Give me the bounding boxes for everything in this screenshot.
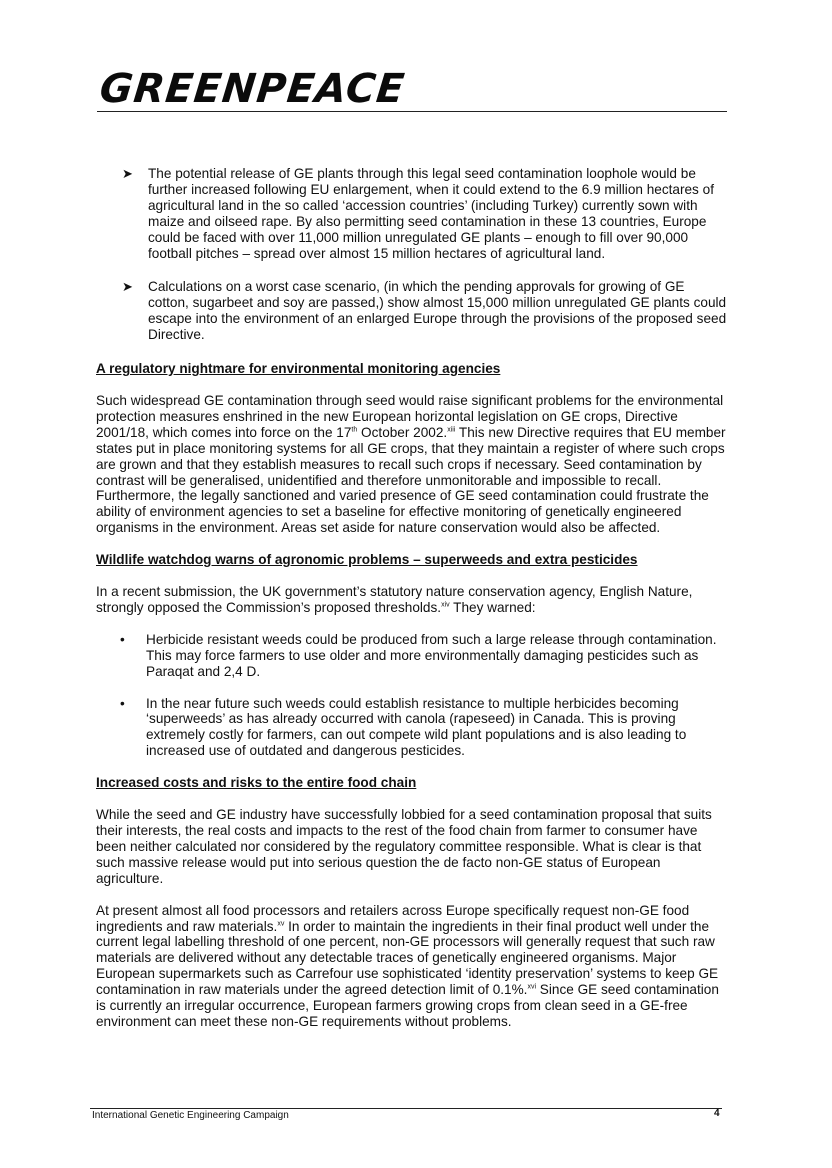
text-run: This new Directive requires that EU member states put in place monitoring systems for all GE crops, that they maintain a register of where such crops are grown and that they establish measures to recall such crops if necessary. Seed contamination by contrast will be generalised, unidentified and therefore unmonitorable and impossible to recall. Furthermore, the legally sanctioned and varied presence of GE seed contamination could frustrate the ability of environment agencies to set a baseline for effective monitoring of genetically engineered organisms in the environment. Areas set aside for nature conservation would also be affected.: [96, 424, 726, 536]
list-item: [96, 696, 728, 760]
section-paragraph: [96, 903, 728, 1030]
text-run: They warned:: [449, 599, 536, 615]
footnote-ref: xvi: [527, 983, 537, 991]
section-paragraph: [96, 393, 728, 536]
intro-point-text: Calculations on a worst case scenario, (in which the pending approvals for growing of GE cotton, sugarbeet and soy are passed,) show almost 15,000 million unregulated GE plants could escape into the environment of an enlarged Europe through the provisions of the proposed seed Directive.: [148, 279, 727, 343]
section-paragraph: [96, 584, 728, 616]
list-item: [96, 632, 728, 680]
section-heading-regulatory: A regulatory nightmare for environmental monitoring agencies: [96, 361, 501, 377]
intro-point: [96, 166, 728, 261]
footer-campaign: International Genetic Engineering Campaign: [92, 1110, 289, 1121]
list-item-text: In the near future such weeds could establish resistance to multiple herbicides becoming ‘superweeds’ as has already occurred with canola (rapeseed) in Canada. This is proving extremely costly for farmers, can out compete wild plant populations and is also leading to increased use of outdated and dangerous pesticides.: [146, 695, 687, 759]
bullet-dot-icon: •: [120, 695, 125, 711]
bullet-dot-icon: •: [120, 631, 125, 647]
arrow-bullet-icon: ➤: [122, 279, 133, 295]
intro-point: [96, 279, 728, 343]
intro-point-text: The potential release of GE plants through this legal seed contamination loophole would be further increased following EU enlargement, when it could extend to the 6.9 million hectares of agricultural land in the so called ‘accession countries’ (including Turkey) currently sown with maize and oilseed rape. By also permitting seed contamination in these 13 countries, Europe could be faced with over 11,000 million unregulated GE plants – enough to fill over 90,000 football pitches – spread over almost 15 million hectares of agricultural land.: [148, 166, 714, 261]
section-heading-wildlife: Wildlife watchdog warns of agronomic problems – superweeds and extra pesticides: [96, 552, 638, 568]
text-run: In a recent submission, the UK government’s statutory nature conservation agency, English Nature, strongly opposed the Commission’s proposed thresholds.: [96, 584, 693, 615]
ordinal-suffix: th: [351, 426, 358, 434]
section-paragraph: While the seed and GE industry have successfully lobbied for a seed contamination proposal that suits their interests, the real costs and impacts to the rest of the food chain from farmer to consumer have been neither calculated nor considered by the regulatory committee responsible. What is clear is that such massive release would put into serious question the de facto non-GE status of European agriculture.: [96, 807, 712, 886]
section-heading-costs: Increased costs and risks to the entire food chain: [96, 775, 417, 791]
greenpeace-logo: GREENPEACE: [97, 66, 408, 112]
header-rule: [97, 111, 727, 112]
list-item-text: Herbicide resistant weeds could be produced from such a large release through contamination. This may force farmers to use older and more environmentally damaging pesticides such as Paraqat and 2,4 D.: [146, 631, 717, 679]
footnote-ref: xiii: [447, 426, 456, 434]
text-run: At present almost all food processors and retailers across Europe specifically request non-GE food ingredients and raw materials.: [96, 902, 690, 934]
arrow-bullet-icon: ➤: [122, 166, 133, 181]
footnote-ref: xv: [277, 920, 285, 927]
page-body: [96, 166, 728, 1046]
page-number: 4: [714, 1108, 720, 1119]
text-run: Such widespread GE contamination through seed would raise significant problems for the environmental protection measures enshrined in the new European horizontal legislation on GE crops, Directive 2001/18, which comes into force on the 17: [96, 392, 724, 440]
text-run: October 2002.: [357, 424, 448, 440]
text-run: Since GE seed contamination is currently an irregular occurrence, European farmers growing crops from clean seed in a GE-free environment can meet these non-GE requirements without problems.: [96, 982, 719, 1029]
footnote-ref: xiv: [441, 601, 450, 609]
text-run: In order to maintain the ingredients in their final product well under the current legal labelling threshold of one percent, non-GE processors will generally request that such raw materials are delivered without any detectable traces of genetically engineered organisms. Major European supermarkets such as Carrefour use sophisticated ‘identity preservation’ systems to keep GE contamination in raw materials under the agreed detection limit of 0.1%.: [96, 918, 719, 998]
footer-rule: [90, 1108, 722, 1109]
